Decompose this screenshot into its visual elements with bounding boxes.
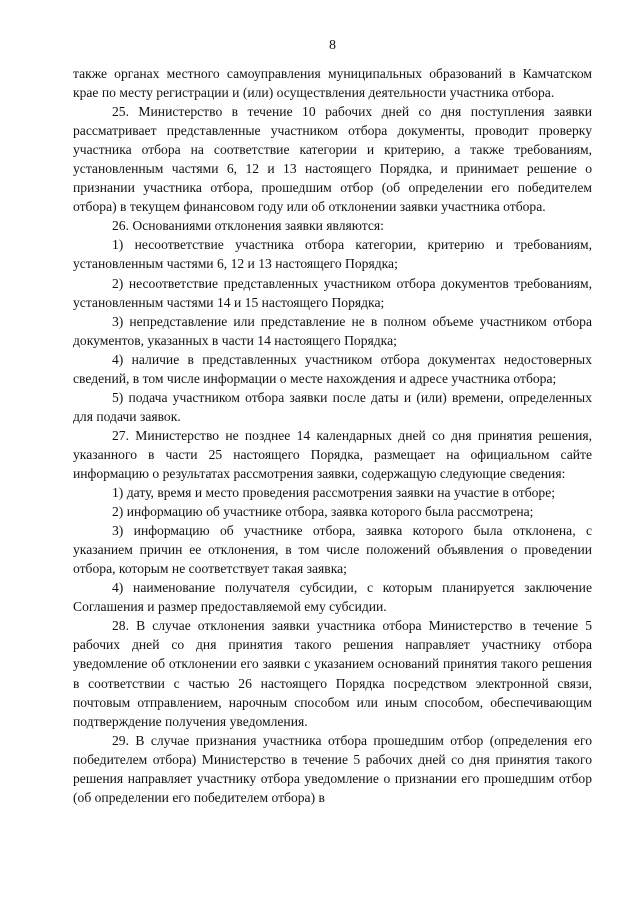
list-item-27-4: 4) наименование получателя субсидии, с которым планируется заключение Соглашения и размер предоставляемой ему субсидии. xyxy=(73,580,592,615)
list-item-27-1: 1) дату, время и место проведения рассмотрения заявки на участие в отборе; xyxy=(112,485,556,501)
list-item-26-3: 3) непредставление или представление не в полном объеме участником отбора документов, указанных в части 14 настоящего Порядка; xyxy=(73,313,592,348)
paragraph-26: 26. Основаниями отклонения заявки являются: xyxy=(112,218,384,234)
list-item-27-3: 3) информацию об участнике отбора, заявка которого была отклонена, с указанием причин ее отклонения, в том числе положений объявления о проведении отбора, которым не соответствует такая заявка; xyxy=(73,523,592,577)
list-item-26-1: 1) несоответствие участника отбора категории, критерию и требованиям, установленным частями 6, 12 и 13 настоящего Порядка; xyxy=(73,237,592,272)
list-item-27-2: 2) информацию об участнике отбора, заявка которого была рассмотрена; xyxy=(112,504,534,520)
list-item-26-5: 5) подача участником отбора заявки после даты и (или) времени, определенных для подачи заявок. xyxy=(73,389,592,424)
paragraph-25: 25. Министерство в течение 10 рабочих дней со дня поступления заявки рассматривает представленные участником отбора документы, проводит проверку участника отбора на соответствие категории и критерию, а также требованиям, установленным частями 6, 12 и 13 настоящего Порядка, и принимает решение о признании участника отбора, прошедшим отбор (об определении его победителем отбора) в текущем финансовом году или об отклонении заявки участника отбора. xyxy=(73,104,592,215)
list-item-26-2: 2) несоответствие представленных участником отбора документов требованиям, установленным частями 14 и 15 настоящего Порядка; xyxy=(73,275,592,310)
paragraph-continuation: также органах местного самоуправления муниципальных образований в Камчатском крае по месту регистрации и (или) осуществления деятельности участника отбора. xyxy=(73,66,592,101)
paragraph-27: 27. Министерство не позднее 14 календарных дней со дня принятия решения, указанного в части 25 настоящего Порядка, размещает на официальном сайте информацию о результатах рассмотрения заявки, содержащую следующие сведения: xyxy=(73,427,592,481)
page-number: 8 xyxy=(329,38,336,53)
list-item-26-4: 4) наличие в представленных участником отбора документах недостоверных сведений, в том числе информации о месте нахождения и адресе участника отбора; xyxy=(73,351,592,386)
paragraph-28: 28. В случае отклонения заявки участника отбора Министерство в течение 5 рабочих дней со дня принятия такого решения направляет участнику отбора уведомление об отклонении его заявки с указанием оснований принятия такого решения в соответствии с частью 26 настоящего Порядка посредством электронной связи, почтовым отправлением, нарочным способом или иным способом, обеспечивающим подтверждение получения уведомления. xyxy=(73,618,592,729)
paragraph-29: 29. В случае признания участника отбора прошедшим отбор (определения его победителем отбора) Министерство в течение 5 рабочих дней со дня принятия такого решения направляет участнику отбора уведомление о признании его прошедшим отбор (об определении его победителем отбора) в xyxy=(73,732,592,805)
